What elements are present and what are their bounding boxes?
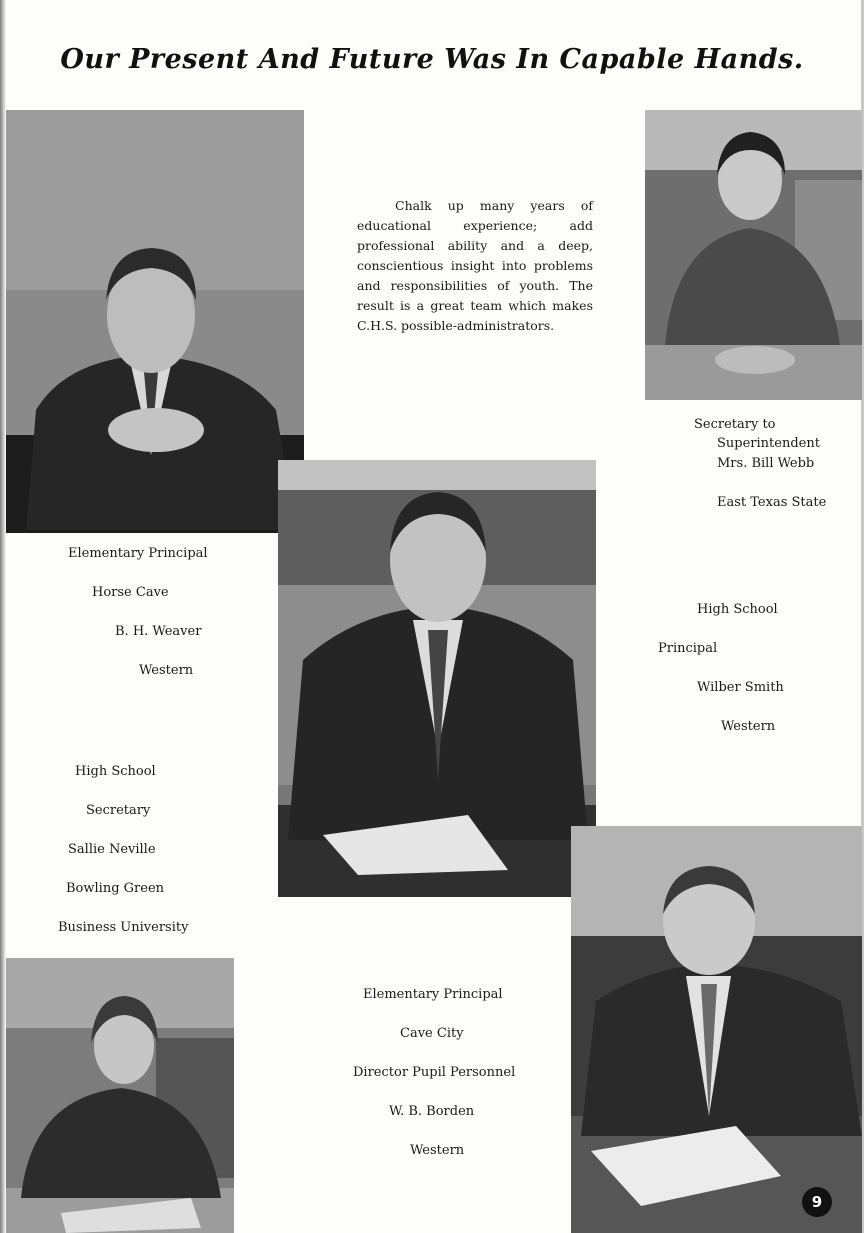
caption-line: B. H. Weaver	[115, 624, 202, 639]
caption-line: Western	[410, 1143, 465, 1158]
photo-smith	[278, 460, 596, 897]
caption-line: Elementary Principal	[363, 987, 503, 1002]
caption-line: High School	[75, 764, 156, 779]
caption-line: Bowling Green	[66, 881, 165, 896]
caption-line: Wilber Smith	[697, 680, 784, 695]
caption-line: Business University	[58, 920, 189, 935]
caption-line: W. B. Borden	[389, 1104, 475, 1119]
intro-paragraph	[357, 196, 593, 336]
photo-borden	[571, 826, 862, 1233]
caption-line: Horse Cave	[92, 585, 169, 600]
photo-weaver	[6, 110, 304, 533]
caption-line: Superintendent	[717, 436, 820, 451]
photo-neville	[6, 958, 234, 1233]
caption-line: Principal	[658, 641, 718, 656]
page-number-badge: 9	[802, 1187, 832, 1217]
caption-line: Cave City	[400, 1026, 464, 1041]
photo-webb	[645, 110, 862, 400]
caption-line: Western	[721, 719, 776, 734]
intro-text: Chalk up many years of educational experience; add professional ability and a deep, conscientious insight into problems and responsibilities of youth. The result is a great team which makes C.H.S. possible-administrators.	[357, 198, 593, 333]
page-title: Our Present And Future Was In Capable Hands.	[60, 44, 804, 75]
caption-line: East Texas State	[717, 495, 827, 510]
caption-line: Secretary	[86, 803, 151, 818]
caption-line: Director Pupil Personnel	[353, 1065, 516, 1080]
caption-line: Sallie Neville	[68, 842, 156, 857]
caption-line: High School	[697, 602, 778, 617]
caption-line: Secretary to	[694, 417, 776, 432]
caption-line: Mrs. Bill Webb	[717, 456, 815, 471]
caption-line: Western	[139, 663, 194, 678]
caption-line: Elementary Principal	[68, 546, 208, 561]
